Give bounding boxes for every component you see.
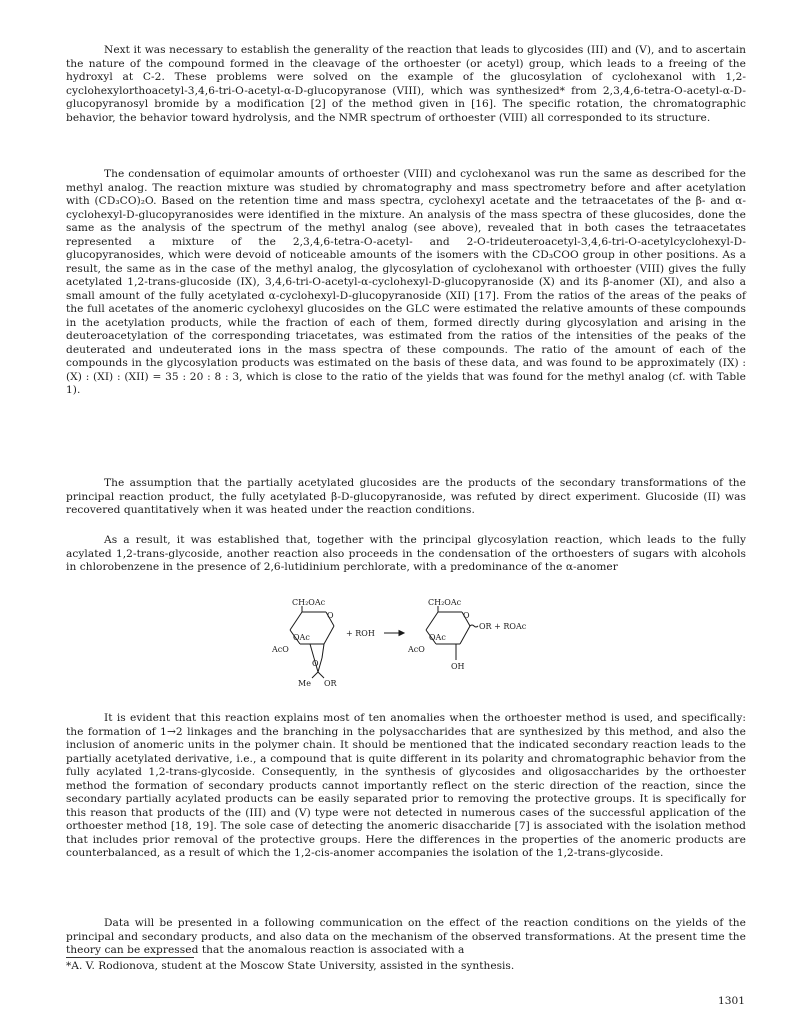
footnote-divider [66,957,194,958]
reaction-scheme [270,596,570,696]
paragraph-4 [66,534,746,575]
left-aco-label: AcO [272,645,289,654]
right-oh-label: OH [451,662,465,671]
paragraph-1 [66,44,746,125]
right-aco-label: AcO [408,645,425,654]
right-oac-label: OAc [429,633,446,642]
paragraph-2-text: The condensation of equimolar amounts of orthoester (VIII) and cyclohexanol was run the same as described for the methyl analog. The reaction mixture was studied by chromatography and mass spectrometry before and after acetylation with (CD₃CO)₂O. Based on the retention time and mass spectra, cyclohexyl acetate and the tetraacetates of the β- and α-cyclohexyl-D-glucopyranosides were identified in the mixture. An analysis of the mass spectra of these glucosides, done the same as the analysis of the spectrum of the methyl analog (see above), revealed that in both cases the tetraacetates represented a mixture of the 2,3,4,6-tetra-O-acetyl- and 2-O-trideuteroacetyl-3,4,6-tri-O-acetylcyclohexyl-D-glucopyranosides, which were devoid of noticeable amounts of the isomers with the CD₃COO group in other positions. As a result, the same as in the case of the methyl analog, the glycosylation of cyclohexanol with orthoester (VIII) gives the fully acetylated 1,2-trans-glucoside (IX), 3,4,6-tri-O-acetyl-α-cyclohexyl-D-glucopyranoside (X) and its β-anomer (XI), and also a small amount of the fully acetylated α-cyclohexyl-D-glucopyranoside (XII) [17]. From the ratios of the areas of the peaks of the full acetates of the anomeric cyclohexyl glucosides on the GLC were estimated the relative amounts of these compounds in the acetylation products, while the fraction of each of them, formed directly during glycosylation and arising in the deuteroacetylation of the corresponding triacetates, was estimated from the ratios of the intensities of the peaks of the deuterated and undeuterated ions in the mass spectra of these compounds. The ratio of the amount of each of the compounds in the glycosylation products was estimated on the basis of these data, and was found to be approximately (IX) : (X) : (XI) : (XII) = 35 : 20 : 8 : 3, which is close to the ratio of the yields that was found for the methyl analog (cf. with Table 1). [66,168,746,396]
right-ch2oac-label: CH₂OAc [428,598,462,607]
paragraph-5-text: It is evident that this reaction explains most of ten anomalies when the orthoester method is used, and specifically: the formation of 1→2 linkages and the branching in the polysaccharides that are synthesized by this method, and also the inclusion of anomeric units in the polymer chain. It should be mentioned that the indicated secondary reaction leads to the partially acetylated derivative, i.e., a compound that is quite different in its polarity and chromatographic behavior from the fully acylated 1,2-trans-glycoside. Consequently, in the synthesis of glycosides and oligosaccharides by the orthoester method the formation of secondary products cannot importantly reflect on the steric direction of the reaction, since the secondary partially acylated products can be easily separated prior to removing the protective groups. It is specifically for this reason that products of the (III) and (V) type were not detected in numerous cases of the successful application of the orthoester method [18, 19]. The sole case of detecting the anomeric disaccharide [7] is associated with the isolation method that includes prior removal of the protective groups. Here the differences in the properties of the anomeric products are counterbalanced, as a result of which the 1,2-cis-anomer accompanies the isolation of the 1,2-trans-glycoside. [66,712,746,859]
paragraph-3 [66,477,746,518]
paragraph-3-text: The assumption that the partially acetylated glucosides are the products of the secondary transformations of the principal reaction product, the fully acetylated β-D-glucopyranoside, was refuted by direct experiment. Glucoside (II) was recovered quantitatively when it was heated under the reaction conditions. [66,477,746,516]
footnote: *A. V. Rodionova, student at the Moscow State University, assisted in the synthesis. [66,960,515,972]
page-number: 1301 [718,995,745,1007]
paragraph-1-text: Next it was necessary to establish the generality of the reaction that leads to glycosides (III) and (V), and to ascertain the nature of the compound formed in the cleavage of the orthoester (or acetyl) group, which leads to a freeing of the hydroxyl at C-2. These problems were solved on the example of the glucosylation of cyclohexanol with 1,2-cyclohexylorthoacetyl-3,4,6-tri-O-acetyl-α-D-glucopyranose (VIII), which was synthesized* from 2,3,4,6-tetra-O-acetyl-α-D-glucopyranosyl bromide by a modification [2] of the method given in [16]. The specific rotation, the chromatographic behavior, the behavior toward hydrolysis, and the NMR spectrum of orthoester (VIII) all corresponded to its structure. [66,44,746,124]
left-bridge-oxygen-label: O [312,659,319,668]
left-ring-oxygen-label: O [327,611,334,620]
left-oac-label: OAc [293,633,310,642]
right-ring-oxygen-label: O [463,611,470,620]
reagent-label: + ROH [346,629,375,638]
paragraph-6 [66,917,746,958]
paragraph-6-text: Data will be presented in a following communication on the effect of the reaction conditions on the yields of the principal and secondary products, and also data on the mechanism of the observed transformations. At the present time the theory can be expressed that the anomalous reaction is associated with a [66,917,746,956]
products-label: OR + ROAc [479,622,527,631]
paragraph-4-text: As a result, it was established that, together with the principal glycosylation reaction, which leads to the fully acylated 1,2-trans-glycoside, another reaction also proceeds in the condensation of the orthoesters of sugars with alcohols in chlorobenzene in the presence of 2,6-lutidinium perchlorate, with a predominance of the α-anomer [66,534,746,573]
wavy-bond [470,625,478,627]
left-or-label: OR [324,679,337,688]
paragraph-2 [66,168,746,398]
left-methyl-label: Me [298,679,311,688]
reaction-arrow [384,631,404,636]
paragraph-5 [66,712,746,861]
left-ch2oac-label: CH₂OAc [292,598,326,607]
